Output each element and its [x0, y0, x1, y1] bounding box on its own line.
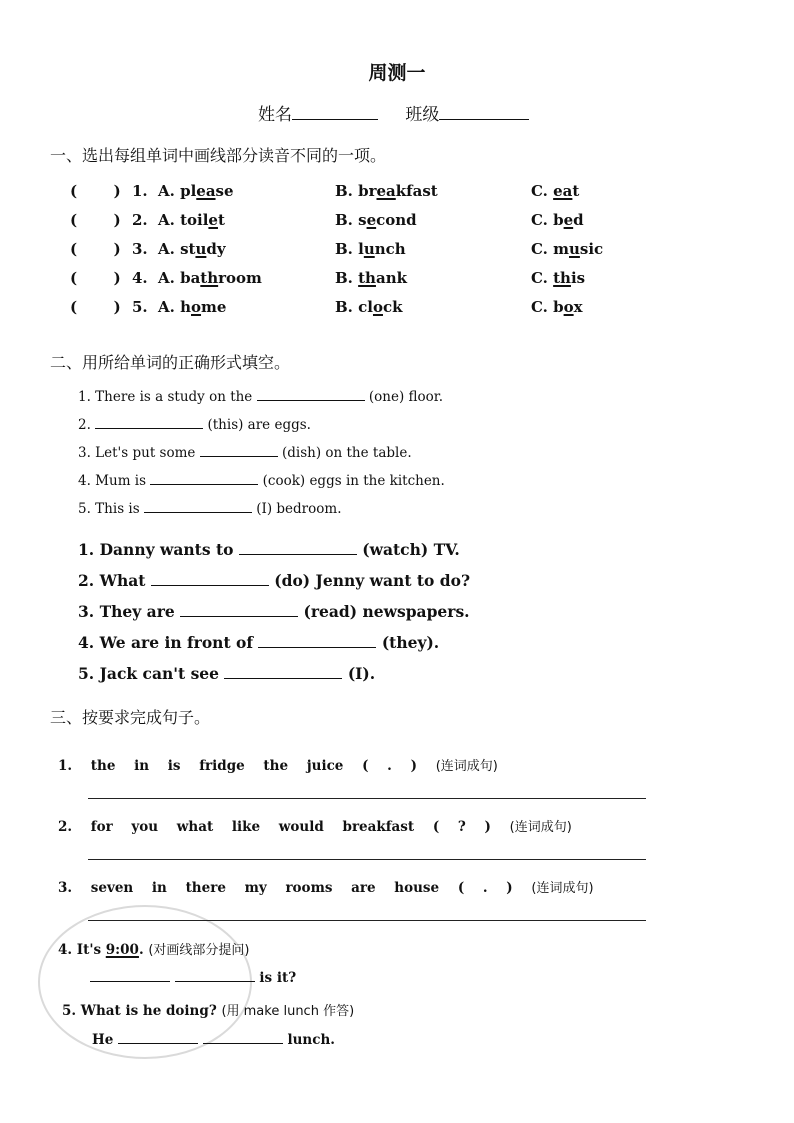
- option-c-underlined: ea: [553, 182, 573, 200]
- s2a-item: [78, 388, 443, 405]
- option-c-underlined: th: [553, 269, 571, 287]
- s2b-text-pre: 5. Jack can't see: [78, 664, 220, 683]
- s3-q5-answer-pre: He: [92, 1032, 114, 1048]
- s2b-text-pre: 1. Danny wants to: [78, 540, 234, 559]
- s1-option-b: [335, 182, 438, 200]
- s3-q4-post: .: [138, 942, 144, 958]
- option-c-pre: C. b: [531, 298, 564, 316]
- s3-q5-blank-2[interactable]: [203, 1031, 283, 1044]
- s2a-item: [78, 416, 311, 433]
- section3-heading: 三、按要求完成句子。: [50, 708, 211, 727]
- s3-q4-note: (对画线部分提问): [148, 943, 250, 958]
- s2a-blank[interactable]: [200, 444, 278, 457]
- s3-q1-answer-line[interactable]: [88, 798, 646, 799]
- s3-q2-answer-line[interactable]: [88, 859, 646, 860]
- option-c-post: is: [570, 269, 586, 287]
- s3-q5-answer: [92, 1031, 335, 1048]
- s2b-text-post: (I).: [347, 664, 376, 683]
- s2a-text-pre: 3. Let's put some: [78, 445, 196, 461]
- s2b-item: [78, 664, 375, 683]
- s2b-text-post: (do) Jenny want to do?: [274, 571, 471, 590]
- s1-answer-paren[interactable]: ( ): [70, 269, 121, 287]
- s2a-item: [78, 500, 341, 517]
- s1-number: 5.: [132, 298, 148, 316]
- option-a-underlined: u: [195, 240, 207, 258]
- s2a-text-pre: 1. There is a study on the: [78, 389, 253, 405]
- s3-q1-note: (连词成句): [435, 759, 498, 774]
- s3-q3-words: 3. seven in there my rooms are house ( . ): [58, 880, 513, 896]
- option-c-underlined: o: [563, 298, 574, 316]
- option-c-pre: C. b: [531, 211, 564, 229]
- option-b-pre: B. l: [335, 240, 364, 258]
- s2a-text-pre: 5. This is: [78, 501, 140, 517]
- s2a-text-post: (one) floor.: [368, 389, 444, 405]
- s2b-item: [78, 540, 460, 559]
- option-b-underlined: ea: [376, 182, 396, 200]
- s1-answer-paren[interactable]: ( ): [70, 211, 121, 229]
- s2b-text-post: (watch) TV.: [362, 540, 460, 559]
- option-b-pre: B. cl: [335, 298, 373, 316]
- s1-option-a: [158, 240, 226, 258]
- s2a-text-pre: 2.: [78, 417, 91, 433]
- option-a-pre: A. pl: [158, 182, 197, 200]
- s3-q1-words: 1. the in is fridge the juice ( . ): [58, 758, 417, 774]
- option-b-underlined: e: [366, 211, 377, 229]
- s2a-text-post: (dish) on the table.: [281, 445, 412, 461]
- s3-q5-blank-1[interactable]: [118, 1031, 198, 1044]
- option-a-pre: A. toil: [158, 211, 209, 229]
- s3-q2: [58, 816, 572, 835]
- s3-q4: [58, 939, 250, 958]
- option-b-underlined: u: [363, 240, 375, 258]
- s2b-blank[interactable]: [239, 540, 357, 555]
- s1-answer-paren[interactable]: ( ): [70, 182, 121, 200]
- s2b-text-pre: 3. They are: [78, 602, 175, 621]
- s3-q4-underlined-time: 9:00: [105, 942, 139, 958]
- s2a-text-post: (this) are eggs.: [207, 417, 311, 433]
- s2b-blank[interactable]: [258, 633, 376, 648]
- s1-option-b: [335, 211, 417, 229]
- option-b-post: nch: [374, 240, 406, 258]
- option-b-post: ank: [375, 269, 407, 287]
- option-a-post: se: [215, 182, 234, 200]
- s3-q5: [62, 1000, 354, 1019]
- name-blank[interactable]: [292, 103, 378, 120]
- s3-q1: [58, 755, 498, 774]
- s3-q5-note: (用 make lunch 作答): [221, 1004, 355, 1019]
- s2b-text-post: (they).: [381, 633, 440, 652]
- name-label: 姓名: [258, 105, 292, 125]
- s2b-blank[interactable]: [224, 664, 342, 679]
- s3-q4-answer-tail: is it?: [259, 970, 297, 986]
- option-c-post: sic: [579, 240, 604, 258]
- s1-option-a: [158, 211, 225, 229]
- s1-number: 4.: [132, 269, 148, 287]
- s1-option-b: [335, 298, 403, 316]
- s1-option-c: [531, 240, 603, 258]
- option-c-pre: C.: [531, 269, 554, 287]
- s1-option-b: [335, 269, 407, 287]
- option-b-underlined: o: [372, 298, 383, 316]
- option-a-underlined: ea: [196, 182, 216, 200]
- s3-q2-words: 2. for you what like would breakfast ( ? ): [58, 819, 491, 835]
- option-b-pre: B. br: [335, 182, 377, 200]
- option-a-post: t: [217, 211, 225, 229]
- s1-option-c: [531, 182, 579, 200]
- s1-option-c: [531, 298, 583, 316]
- s3-q3: [58, 877, 594, 896]
- option-b-post: cond: [376, 211, 417, 229]
- option-a-underlined: o: [191, 298, 202, 316]
- option-a-post: room: [218, 269, 262, 287]
- option-a-pre: A. h: [158, 298, 191, 316]
- option-a-post: me: [201, 298, 227, 316]
- s2a-text-post: (I) bedroom.: [256, 501, 342, 517]
- s2b-blank[interactable]: [151, 571, 269, 586]
- s2a-item: [78, 444, 412, 461]
- option-a-underlined: e: [208, 211, 218, 229]
- s3-q3-answer-line[interactable]: [88, 920, 646, 921]
- s2a-blank[interactable]: [144, 500, 252, 513]
- section2-heading: 二、用所给单词的正确形式填空。: [50, 353, 291, 372]
- s1-option-c: [531, 211, 584, 229]
- option-c-post: d: [573, 211, 584, 229]
- page-title: 周测一: [368, 62, 426, 84]
- s3-q4-answer: [90, 969, 296, 986]
- s2b-item: [78, 602, 470, 621]
- s2a-blank[interactable]: [95, 416, 203, 429]
- s1-option-b: [335, 240, 406, 258]
- s2b-text-post: (read) newspapers.: [303, 602, 470, 621]
- class-label: 班级: [405, 105, 440, 125]
- s1-option-a: [158, 182, 234, 200]
- name-class-row: [258, 100, 529, 125]
- s3-q5-answer-tail: lunch.: [287, 1032, 335, 1048]
- s1-option-a: [158, 269, 262, 287]
- option-a-pre: A. st: [158, 240, 196, 258]
- s3-q4-blank-1[interactable]: [90, 969, 170, 982]
- s1-answer-paren[interactable]: ( ): [70, 298, 121, 316]
- option-b-pre: B. s: [335, 211, 367, 229]
- s1-answer-paren[interactable]: ( ): [70, 240, 121, 258]
- class-blank[interactable]: [439, 103, 529, 120]
- section1-heading: 一、选出每组单词中画线部分读音不同的一项。: [50, 146, 387, 165]
- s2b-item: [78, 571, 470, 590]
- s1-number: 2.: [132, 211, 148, 229]
- option-b-pre: B.: [335, 269, 359, 287]
- s1-number: 1.: [132, 182, 148, 200]
- s2a-blank[interactable]: [257, 388, 365, 401]
- option-a-pre: A. ba: [158, 269, 201, 287]
- s2a-blank[interactable]: [150, 472, 258, 485]
- option-c-post: t: [572, 182, 580, 200]
- option-c-pre: C. m: [531, 240, 569, 258]
- s3-q3-note: (连词成句): [531, 881, 594, 896]
- option-c-post: x: [573, 298, 583, 316]
- s2a-item: [78, 472, 445, 489]
- s3-q4-pre: 4. It's: [58, 942, 102, 958]
- s3-q2-note: (连词成句): [509, 820, 572, 835]
- s1-number: 3.: [132, 240, 148, 258]
- s2a-text-pre: 4. Mum is: [78, 473, 147, 489]
- option-b-underlined: th: [358, 269, 376, 287]
- option-c-underlined: u: [569, 240, 580, 258]
- s3-q5-text: 5. What is he doing?: [62, 1003, 217, 1019]
- option-a-underlined: th: [200, 269, 219, 287]
- s1-option-c: [531, 269, 585, 287]
- s2b-text-pre: 4. We are in front of: [78, 633, 254, 652]
- option-b-post: ck: [382, 298, 403, 316]
- s1-option-a: [158, 298, 226, 316]
- s2b-text-pre: 2. What: [78, 571, 146, 590]
- option-c-pre: C.: [531, 182, 554, 200]
- option-a-post: dy: [206, 240, 226, 258]
- s2a-text-post: (cook) eggs in the kitchen.: [262, 473, 445, 489]
- option-b-post: kfast: [395, 182, 438, 200]
- s3-q4-blank-2[interactable]: [175, 969, 255, 982]
- option-c-underlined: e: [563, 211, 574, 229]
- s2b-item: [78, 633, 439, 652]
- s2b-blank[interactable]: [180, 602, 298, 617]
